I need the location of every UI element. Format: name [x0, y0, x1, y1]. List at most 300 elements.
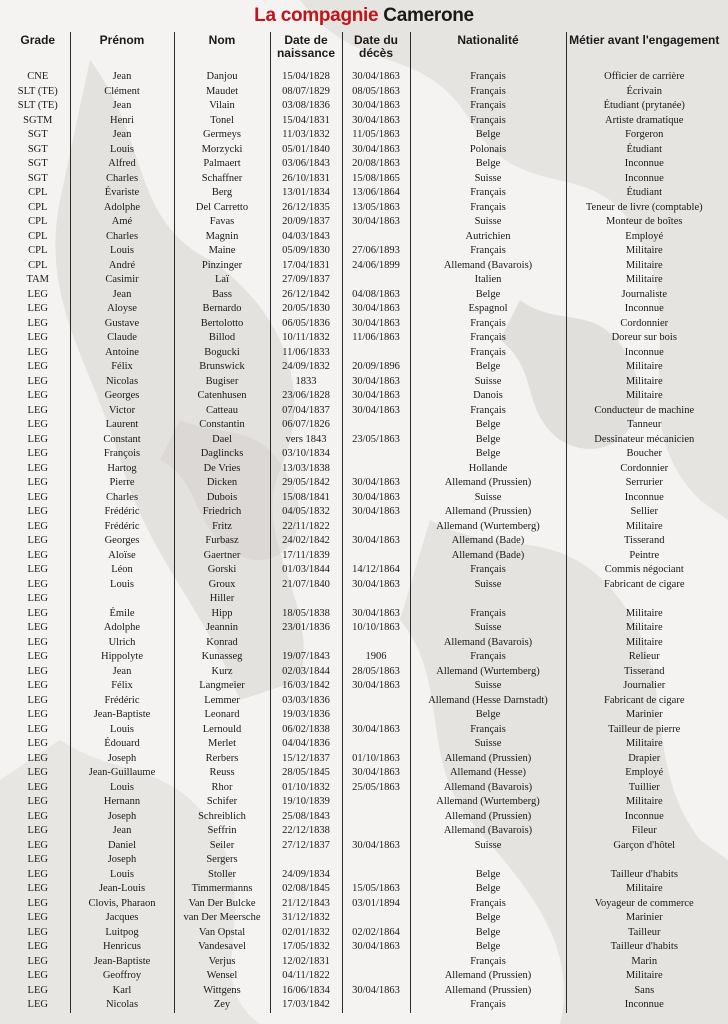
cell-last-name: Hipp — [174, 607, 270, 622]
cell-profession: Étudiant (prytanée) — [566, 99, 722, 114]
cell-death-date — [342, 592, 410, 607]
cell-first-name: Charles — [70, 172, 174, 187]
cell-birth-date: 12/02/1831 — [270, 955, 342, 970]
cell-birth-date: 31/12/1832 — [270, 911, 342, 926]
cell-profession: Militaire — [566, 360, 722, 375]
cell-grade: LEG — [27, 346, 48, 358]
table-row — [6, 853, 722, 868]
cell-grade: LEG — [27, 288, 48, 300]
cell-death-date — [342, 708, 410, 723]
cell-profession: Drapier — [566, 752, 722, 767]
cell-grade: LEG — [27, 810, 48, 822]
table-row — [6, 375, 722, 390]
cell-death-date: 30/04/1863 — [342, 375, 410, 390]
cell-death-date — [342, 853, 410, 868]
cell-profession: Inconnue — [566, 157, 722, 172]
cell-grade: CNE — [27, 71, 49, 82]
cell-last-name: Friedrich — [174, 505, 270, 520]
cell-profession: Inconnue — [566, 491, 722, 506]
table-row — [6, 694, 722, 709]
table-row — [6, 781, 722, 796]
cell-nationality: Suisse — [410, 172, 566, 187]
cell-grade: LEG — [27, 680, 48, 691]
cell-death-date — [342, 549, 410, 564]
cell-birth-date: 03/06/1843 — [270, 157, 342, 172]
cell-nationality: Français — [410, 186, 566, 201]
cell-last-name: Gaertner — [174, 549, 270, 564]
cell-last-name: Rhor — [174, 781, 270, 796]
table-row — [6, 404, 722, 419]
cell-grade: SGT — [27, 143, 48, 155]
cell-grade: CPL — [28, 216, 48, 227]
cell-profession: Militaire — [566, 259, 722, 274]
cell-first-name: Constant — [70, 433, 174, 448]
cell-last-name: Reuss — [174, 766, 270, 781]
cell-last-name: van Der Meersche — [174, 911, 270, 926]
cell-nationality: Français — [410, 404, 566, 419]
cell-last-name: Dubois — [174, 491, 270, 506]
cell-first-name: Frédéric — [70, 505, 174, 520]
cell-last-name: Leonard — [174, 708, 270, 723]
table-row — [6, 462, 722, 477]
cell-grade: LEG — [27, 317, 48, 329]
cell-last-name: Schreiblich — [174, 810, 270, 825]
cell-first-name: Nicolas — [70, 375, 174, 390]
cell-grade: LEG — [27, 303, 48, 314]
cell-grade: CPL — [28, 245, 48, 256]
cell-last-name: Daglincks — [174, 447, 270, 462]
cell-profession: Doreur sur bois — [566, 331, 722, 346]
cell-birth-date: 23/01/1836 — [270, 621, 342, 636]
table-row — [6, 839, 722, 854]
cell-death-date — [342, 868, 410, 883]
table-row — [6, 940, 722, 955]
cell-grade: LEG — [27, 375, 48, 387]
cell-last-name: Gorski — [174, 563, 270, 578]
cell-last-name: Bass — [174, 288, 270, 303]
table-row — [6, 737, 722, 752]
cell-death-date: 03/01/1894 — [342, 897, 410, 912]
cell-death-date — [342, 462, 410, 477]
cell-last-name: Merlet — [174, 737, 270, 752]
cell-grade: LEG — [27, 520, 48, 532]
cell-birth-date: 11/03/1832 — [270, 128, 342, 143]
cell-nationality: Autrichien — [410, 230, 566, 245]
cell-birth-date: 15/04/1828 — [270, 70, 342, 85]
cell-first-name: Frédéric — [70, 694, 174, 709]
table-row — [6, 592, 722, 607]
cell-nationality: Français — [410, 70, 566, 85]
cell-nationality: Suisse — [410, 839, 566, 854]
cell-grade: LEG — [27, 332, 48, 343]
cell-death-date: 30/04/1863 — [342, 476, 410, 491]
cell-nationality: Suisse — [410, 491, 566, 506]
cell-nationality: Belge — [410, 128, 566, 143]
table-row — [6, 679, 722, 694]
cell-grade: LEG — [27, 839, 48, 851]
cell-profession: Employé — [566, 766, 722, 781]
cell-death-date: 30/04/1863 — [342, 215, 410, 230]
cell-profession: Voyageur de commerce — [566, 897, 722, 912]
cell-death-date — [342, 737, 410, 752]
cell-death-date: 30/04/1863 — [342, 114, 410, 129]
roster-table — [6, 32, 722, 1013]
table-row — [6, 621, 722, 636]
cell-grade: CPL — [28, 259, 48, 271]
cell-first-name: Charles — [70, 491, 174, 506]
table-row — [6, 360, 722, 375]
cell-birth-date: 15/04/1831 — [270, 114, 342, 129]
cell-profession: Étudiant — [566, 143, 722, 158]
cell-nationality: Français — [410, 998, 566, 1013]
table-row — [6, 418, 722, 433]
cell-nationality: Français — [410, 114, 566, 129]
cell-grade: LEG — [27, 651, 48, 662]
cell-birth-date: 04/04/1836 — [270, 737, 342, 752]
cell-death-date: 24/06/1899 — [342, 259, 410, 274]
cell-nationality: Français — [410, 85, 566, 100]
cell-grade: SLT (TE) — [17, 85, 58, 97]
cell-first-name: Édouard — [70, 737, 174, 752]
table-row — [6, 70, 722, 85]
cell-grade: LEG — [27, 752, 48, 764]
cell-grade: SLT (TE) — [17, 100, 58, 111]
cell-nationality: Français — [410, 331, 566, 346]
cell-birth-date: 02/08/1845 — [270, 882, 342, 897]
cell-first-name: Claude — [70, 331, 174, 346]
cell-death-date: 30/04/1863 — [342, 578, 410, 593]
table-row — [6, 969, 722, 984]
cell-nationality: Allemand (Prussien) — [410, 969, 566, 984]
cell-profession: Inconnue — [566, 810, 722, 825]
cell-birth-date: 02/03/1844 — [270, 665, 342, 680]
cell-death-date: 30/04/1863 — [342, 302, 410, 317]
cell-death-date: 30/04/1863 — [342, 940, 410, 955]
table-row — [6, 99, 722, 114]
table-row — [6, 186, 722, 201]
cell-profession: Militaire — [566, 273, 722, 288]
cell-birth-date: 02/01/1832 — [270, 926, 342, 941]
cell-nationality: Belge — [410, 418, 566, 433]
table-row — [6, 172, 722, 187]
cell-birth-date: 16/03/1842 — [270, 679, 342, 694]
cell-profession: Militaire — [566, 737, 722, 752]
title-part-black: Camerone — [383, 5, 474, 26]
cell-last-name: Kunasseg — [174, 650, 270, 665]
cell-first-name: Louis — [70, 244, 174, 259]
cell-first-name: Ulrich — [70, 636, 174, 651]
cell-profession: Militaire — [566, 882, 722, 897]
cell-first-name: Félix — [70, 360, 174, 375]
cell-birth-date: 10/11/1832 — [270, 331, 342, 346]
cell-birth-date: 27/09/1837 — [270, 273, 342, 288]
cell-grade: LEG — [27, 535, 48, 546]
cell-death-date: 11/06/1863 — [342, 331, 410, 346]
cell-nationality: Italien — [410, 273, 566, 288]
cell-nationality: Hollande — [410, 462, 566, 477]
cell-death-date: 13/05/1863 — [342, 201, 410, 216]
table-row — [6, 984, 722, 999]
cell-birth-date: 20/05/1830 — [270, 302, 342, 317]
cell-first-name — [70, 592, 174, 607]
cell-profession: Journalier — [566, 679, 722, 694]
cell-last-name: Jeannin — [174, 621, 270, 636]
cell-first-name: Henricus — [70, 940, 174, 955]
cell-death-date: 14/12/1864 — [342, 563, 410, 578]
cell-nationality: Allemand (Hesse Darnstadt) — [410, 694, 566, 709]
cell-last-name: Danjou — [174, 70, 270, 85]
cell-last-name: Schaffner — [174, 172, 270, 187]
cell-birth-date: 17/03/1842 — [270, 998, 342, 1013]
cell-nationality: Allemand (Prussien) — [410, 476, 566, 491]
table-row — [6, 607, 722, 622]
cell-first-name: Jean-Louis — [70, 882, 174, 897]
cell-profession: Militaire — [566, 621, 722, 636]
cell-last-name: Furbasz — [174, 534, 270, 549]
cell-first-name: Jean — [70, 99, 174, 114]
cell-nationality: Belge — [410, 926, 566, 941]
cell-grade: LEG — [27, 796, 48, 807]
cell-death-date — [342, 824, 410, 839]
table-row — [6, 795, 722, 810]
cell-nationality: Français — [410, 317, 566, 332]
cell-first-name: Daniel — [70, 839, 174, 854]
table-row — [6, 926, 722, 941]
cell-first-name: Victor — [70, 404, 174, 419]
cell-first-name: Karl — [70, 984, 174, 999]
cell-last-name: Catenhusen — [174, 389, 270, 404]
cell-nationality: Allemand (Prussien) — [410, 984, 566, 999]
table-row — [6, 476, 722, 491]
cell-death-date: 30/04/1863 — [342, 839, 410, 854]
cell-first-name: Henri — [70, 114, 174, 129]
cell-first-name: Frédéric — [70, 520, 174, 535]
table-row — [6, 665, 722, 680]
cell-birth-date: 05/09/1830 — [270, 244, 342, 259]
cell-death-date — [342, 230, 410, 245]
cell-profession: Inconnue — [566, 172, 722, 187]
cell-death-date: 10/10/1863 — [342, 621, 410, 636]
table-row — [6, 998, 722, 1013]
cell-nationality: Français — [410, 346, 566, 361]
cell-birth-date: 08/07/1829 — [270, 85, 342, 100]
cell-profession: Boucher — [566, 447, 722, 462]
cell-death-date: 30/04/1863 — [342, 505, 410, 520]
cell-birth-date: 04/05/1832 — [270, 505, 342, 520]
table-row — [6, 563, 722, 578]
table-row — [6, 810, 722, 825]
cell-last-name: Pinzinger — [174, 259, 270, 274]
cell-last-name: Constantin — [174, 418, 270, 433]
cell-last-name: Favas — [174, 215, 270, 230]
header-death-date: Date du décès — [342, 32, 410, 70]
cell-birth-date: 03/10/1834 — [270, 447, 342, 462]
cell-birth-date: 20/09/1837 — [270, 215, 342, 230]
cell-profession: Militaire — [566, 607, 722, 622]
cell-grade: SGTM — [23, 114, 53, 126]
cell-birth-date: 27/12/1837 — [270, 839, 342, 854]
cell-grade: LEG — [27, 564, 48, 575]
cell-first-name: Adolphe — [70, 201, 174, 216]
table-row — [6, 955, 722, 970]
cell-profession: Écrivain — [566, 85, 722, 100]
cell-profession: Tailleur d'habits — [566, 868, 722, 883]
cell-grade: LEG — [27, 578, 48, 590]
cell-first-name: Luitpog — [70, 926, 174, 941]
cell-profession: Serrurier — [566, 476, 722, 491]
header-last-name: Nom — [174, 32, 270, 70]
cell-birth-date: 17/04/1831 — [270, 259, 342, 274]
cell-birth-date: 17/11/1839 — [270, 549, 342, 564]
table-row — [6, 636, 722, 651]
table-row — [6, 273, 722, 288]
cell-last-name: Del Carretto — [174, 201, 270, 216]
cell-death-date: 02/02/1864 — [342, 926, 410, 941]
cell-first-name: Clovis, Pharaon — [70, 897, 174, 912]
cell-death-date: 23/05/1863 — [342, 433, 410, 448]
cell-last-name: Maudet — [174, 85, 270, 100]
cell-birth-date: 26/12/1835 — [270, 201, 342, 216]
cell-nationality: Belge — [410, 708, 566, 723]
cell-birth-date: 24/09/1834 — [270, 868, 342, 883]
cell-profession: Cordonnier — [566, 462, 722, 477]
table-row — [6, 824, 722, 839]
cell-profession: Inconnue — [566, 346, 722, 361]
cell-grade: LEG — [27, 738, 48, 749]
cell-profession: Étudiant — [566, 186, 722, 201]
cell-birth-date: 15/08/1841 — [270, 491, 342, 506]
cell-last-name: Langmeier — [174, 679, 270, 694]
cell-first-name: Joseph — [70, 810, 174, 825]
cell-profession: Inconnue — [566, 302, 722, 317]
cell-death-date: 04/08/1863 — [342, 288, 410, 303]
cell-birth-date: 19/03/1836 — [270, 708, 342, 723]
cell-first-name: Hippolyte — [70, 650, 174, 665]
cell-death-date: 01/10/1863 — [342, 752, 410, 767]
cell-grade: LEG — [27, 419, 48, 430]
cell-death-date: 30/04/1863 — [342, 404, 410, 419]
cell-birth-date: 13/01/1834 — [270, 186, 342, 201]
cell-last-name: Bertolotto — [174, 317, 270, 332]
table-row — [6, 244, 722, 259]
title-part-red: La compagnie — [254, 5, 379, 26]
cell-first-name: Laurent — [70, 418, 174, 433]
cell-profession: Fabricant de cigare — [566, 578, 722, 593]
cell-first-name: Louis — [70, 578, 174, 593]
cell-nationality: Allemand (Hesse) — [410, 766, 566, 781]
cell-profession: Commis négociant — [566, 563, 722, 578]
cell-nationality: Français — [410, 563, 566, 578]
cell-profession — [566, 592, 722, 607]
cell-nationality: Français — [410, 897, 566, 912]
cell-last-name: Timmermanns — [174, 882, 270, 897]
cell-nationality: Belge — [410, 433, 566, 448]
cell-death-date: 30/04/1863 — [342, 99, 410, 114]
cell-birth-date: 21/12/1843 — [270, 897, 342, 912]
cell-nationality: Suisse — [410, 737, 566, 752]
table-row — [6, 128, 722, 143]
cell-nationality: Français — [410, 99, 566, 114]
cell-first-name: Évariste — [70, 186, 174, 201]
cell-profession: Employé — [566, 230, 722, 245]
cell-death-date: 20/09/1896 — [342, 360, 410, 375]
table-row — [6, 302, 722, 317]
cell-grade: LEG — [27, 984, 48, 996]
cell-birth-date: 24/09/1832 — [270, 360, 342, 375]
cell-birth-date: 03/08/1836 — [270, 99, 342, 114]
cell-first-name: Georges — [70, 534, 174, 549]
cell-last-name: Dicken — [174, 476, 270, 491]
cell-last-name: Seffrin — [174, 824, 270, 839]
table-row — [6, 766, 722, 781]
cell-death-date: 25/05/1863 — [342, 781, 410, 796]
cell-grade: LEG — [27, 491, 48, 503]
cell-death-date: 30/04/1863 — [342, 984, 410, 999]
cell-grade: LEG — [27, 854, 48, 865]
cell-birth-date: 15/12/1837 — [270, 752, 342, 767]
cell-death-date: 30/04/1863 — [342, 143, 410, 158]
table-row — [6, 433, 722, 448]
cell-birth-date: 13/03/1838 — [270, 462, 342, 477]
cell-profession: Militaire — [566, 389, 722, 404]
cell-first-name: Félix — [70, 679, 174, 694]
cell-nationality: Allemand (Prussien) — [410, 752, 566, 767]
cell-birth-date: vers 1843 — [270, 433, 342, 448]
cell-first-name: Aloyse — [70, 302, 174, 317]
header-birth-date: Date de naissance — [270, 32, 342, 70]
cell-nationality: Allemand (Wurtemberg) — [410, 520, 566, 535]
cell-first-name: Nicolas — [70, 998, 174, 1013]
cell-profession: Militaire — [566, 795, 722, 810]
cell-nationality: Danois — [410, 389, 566, 404]
cell-grade: LEG — [27, 622, 48, 633]
cell-grade: SGT — [27, 129, 48, 140]
cell-profession: Relieur — [566, 650, 722, 665]
cell-last-name: Brunswick — [174, 360, 270, 375]
cell-death-date — [342, 694, 410, 709]
cell-first-name: Jean-Guillaume — [70, 766, 174, 781]
cell-birth-date: 06/02/1838 — [270, 723, 342, 738]
cell-death-date — [342, 810, 410, 825]
cell-nationality: Allemand (Wurtemberg) — [410, 665, 566, 680]
cell-birth-date — [270, 636, 342, 651]
cell-grade: LEG — [27, 709, 48, 720]
table-row — [6, 723, 722, 738]
cell-first-name: Adolphe — [70, 621, 174, 636]
cell-birth-date — [270, 592, 342, 607]
cell-first-name: Joseph — [70, 853, 174, 868]
cell-death-date — [342, 520, 410, 535]
cell-birth-date: 01/03/1844 — [270, 563, 342, 578]
cell-grade: LEG — [27, 404, 48, 416]
cell-nationality: Français — [410, 244, 566, 259]
table-row — [6, 143, 722, 158]
cell-last-name: Tonel — [174, 114, 270, 129]
header-profession: Métier avant l'engagement — [566, 32, 722, 70]
cell-last-name: Vandesavel — [174, 940, 270, 955]
cell-grade: LEG — [27, 477, 48, 488]
cell-last-name: Wittgens — [174, 984, 270, 999]
cell-death-date: 15/08/1865 — [342, 172, 410, 187]
table-row — [6, 317, 722, 332]
cell-grade: LEG — [27, 636, 48, 648]
cell-profession: Teneur de livre (comptable) — [566, 201, 722, 216]
cell-first-name: François — [70, 447, 174, 462]
cell-grade: LEG — [27, 433, 48, 445]
cell-birth-date: 1833 — [270, 375, 342, 390]
cell-nationality: Suisse — [410, 621, 566, 636]
cell-nationality: Polonais — [410, 143, 566, 158]
